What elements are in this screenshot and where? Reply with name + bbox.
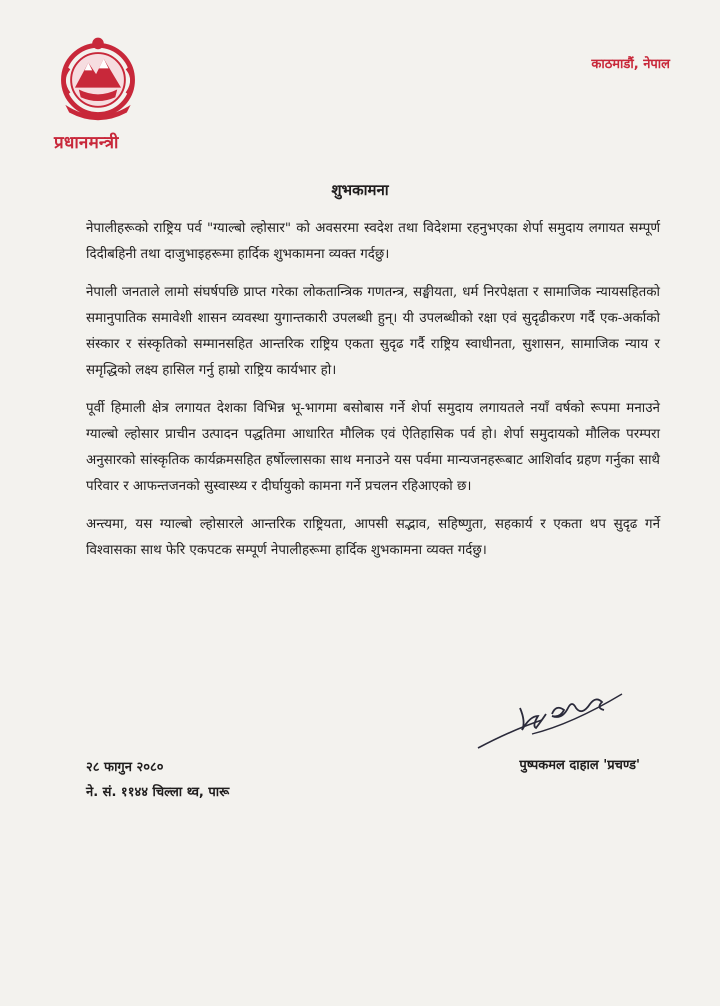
date-bikram-sambat: २८ फागुन २०८० [86,760,164,775]
nepal-emblem-icon [50,30,146,126]
paragraph-1: नेपालीहरूको राष्ट्रिय पर्व "ग्याल्बो ल्होसार" को अवसरमा स्वदेश तथा विदेशमा रहनुभएका शेर्पा समुदाय लगायत सम्पूर्ण दिदीबहिनी तथा दाजुभाइहरूमा हार्दिक शुभकामना व्यक्त गर्दछु। [86,221,660,262]
office-title: प्रधानमन्त्री [54,133,119,153]
letter-heading: शुभकामना [331,181,389,199]
paragraph-4: अन्त्यमा, यस ग्याल्बो ल्होसारले आन्तरिक राष्ट्रियता, आपसी सद्भाव, सहिष्णुता, सहकार्य र एकता थप सुदृढ गर्ने विश्वासका साथ फेरि एकपटक सम्पूर्ण नेपालीहरूमा हार्दिक शुभकामना व्यक्त गर्दछु। [86,517,660,558]
signer-name: पुष्पकमल दाहाल 'प्रचण्ड' [519,758,640,773]
location-label: काठमाडौं, नेपाल [591,57,670,72]
paragraph-2: नेपाली जनताले लामो संघर्षपछि प्राप्त गरेका लोकतान्त्रिक गणतन्त्र, सङ्घीयता, धर्म निरपेक्षता र सामाजिक न्यायसहितको समानुपातिक समावेशी शासन व्यवस्था युगान्तकारी उपलब्धी हुन्। यी उपलब्धीको रक्षा एवं सुदृढीकरण गर्दै एक-अर्काको संस्कार र संस्कृतिको सम्मानसहित आन्तरिक राष्ट्रिय एकता सुदृढ गर्दै राष्ट्रिय स्वाधीनता, सुशासन, सामाजिक न्याय र समृद्धिको लक्ष्य हासिल गर्नु हाम्रो राष्ट्रिय कार्यभार हो। [86,285,660,378]
letter-body [86,216,660,576]
date-nepal-sambat: ने. सं. ११४४ चिल्ला थ्व, पारू [86,785,230,800]
handwritten-signature-icon [472,686,642,756]
paragraph-3: पूर्वी हिमाली क्षेत्र लगायत देशका विभिन्न भू-भागमा बसोबास गर्ने शेर्पा समुदाय लगायतले नयाँ वर्षको रूपमा मनाउने ग्याल्बो ल्होसार प्राचीन उत्पादन पद्धतिमा आधारित मौलिक एवं ऐतिहासिक पर्व हो। शेर्पा समुदायको मौलिक परम्परा अनुसारको सांस्कृतिक कार्यक्रमसहित हर्षोल्लासका साथ मनाउने यस पर्वमा मान्यजनहरूबाट आशिर्वाद ग्रहण गर्नुका साथै परिवार र आफन्तजनको सुस्वास्थ्य र दीर्घायुको कामना गर्ने प्रचलन रहिआएको छ। [86,401,660,494]
